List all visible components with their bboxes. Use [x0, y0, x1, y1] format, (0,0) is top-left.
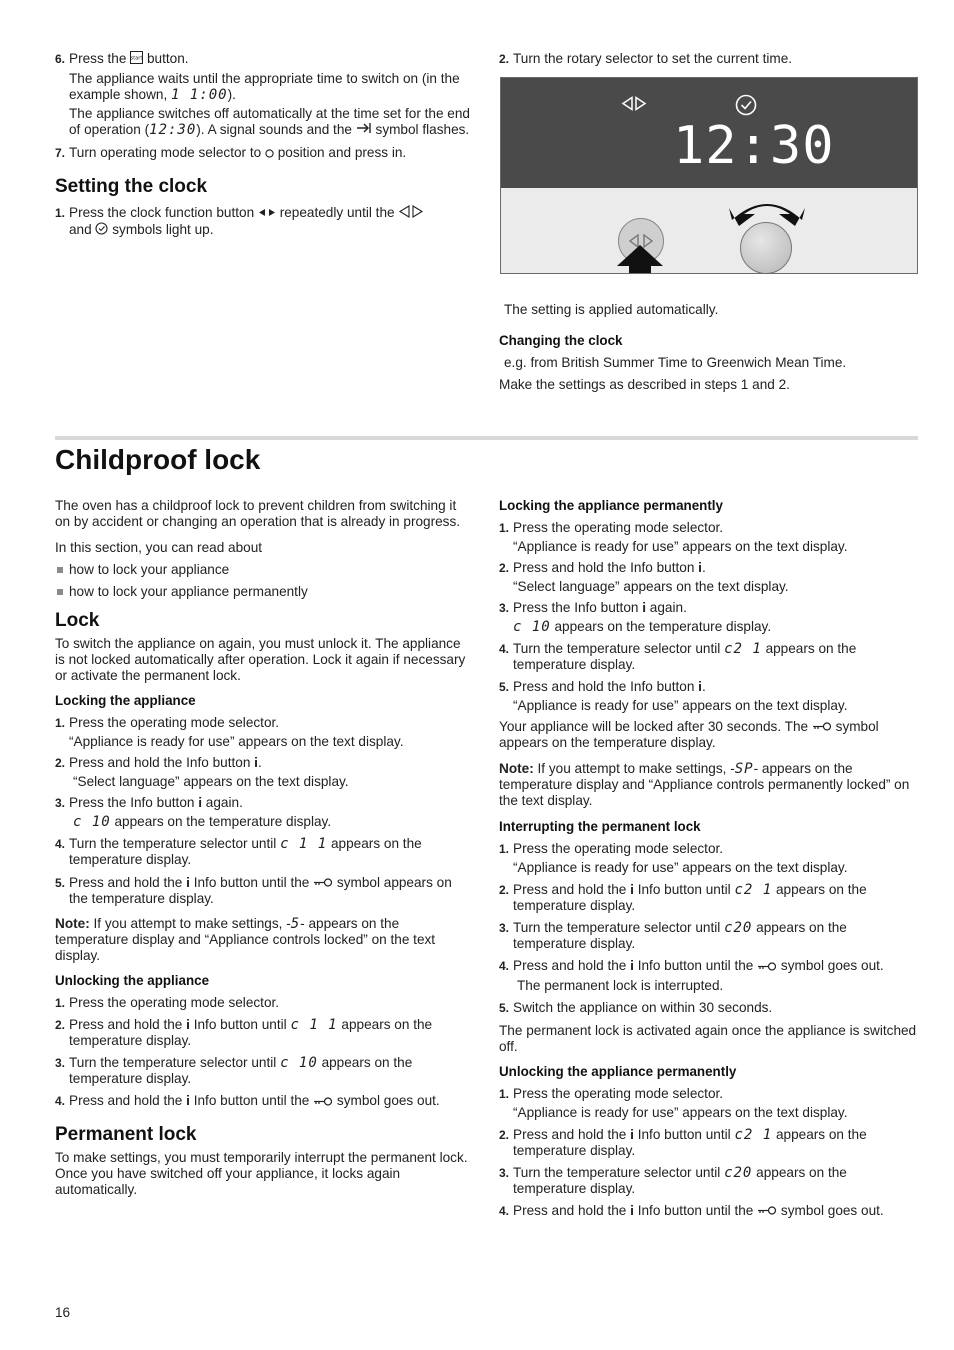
- section-divider: [55, 436, 918, 440]
- applied-text: The setting is applied automatically.: [504, 302, 719, 317]
- unlocking-step-2: 2. Press and hold the 𝐢 Info button until c 1 1 appears on the temperature display.: [55, 1017, 433, 1049]
- lock-perm-step-3: 3. Press the Info button 𝐢 again. c 10 appears on the temperature display.: [499, 600, 772, 635]
- lock-key-icon: [812, 719, 832, 735]
- locking-step-4: 4. Turn the temperature selector until c 1 1 appears on the temperature display.: [55, 836, 422, 867]
- changing-clock-heading: Changing the clock: [499, 333, 623, 348]
- lock-perm-step-4: 4. Turn the temperature selector until c2 1 appears on the temperature display.: [499, 641, 857, 672]
- permanent-lock-heading: Permanent lock: [55, 1123, 197, 1145]
- unlock-permanently-heading: Unlocking the appliance permanently: [499, 1063, 737, 1079]
- changing-clock-example: e.g. from British Summer Time to Greenwich Mean Time.: [504, 355, 847, 370]
- right-column: [499, 498, 919, 1219]
- lock-key-icon: [313, 1094, 333, 1110]
- start-button-icon: [130, 51, 143, 68]
- locking-step-5: 5. Press and hold the 𝐢 Info button until the symbol appears on the temperature display.: [55, 875, 452, 907]
- left-column: [55, 498, 473, 1198]
- unlocking-heading: Unlocking the appliance: [55, 973, 210, 989]
- step-6-paragraph-2: The appliance switches off automatically at the time set for the end of operation (12:30). A signal sounds and the symbol flashes.: [69, 106, 470, 138]
- locking-heading: Locking the appliance: [55, 693, 196, 708]
- clock-symbol-icon: [95, 222, 108, 239]
- control-panel: [501, 188, 917, 274]
- setting-clock-heading: Setting the clock: [55, 175, 208, 197]
- interrupt-step-2: 2. Press and hold the 𝐢 Info button until c2 1 appears on the temperature display.: [499, 882, 867, 914]
- locking-step-3: 3. Press the Info button 𝐢 again. c 10 appears on the temperature display.: [55, 795, 332, 830]
- lock-permanently-heading: Locking the appliance permanently: [499, 498, 723, 513]
- changing-clock-instructions: Make the settings as described in steps 1 and 2.: [499, 377, 790, 392]
- page-number: 16: [55, 1305, 71, 1320]
- note-permanent: Note: If you attempt to make settings, -SP- appears on the temperature display and “Appliance controls permanently locked” on the text display.: [499, 761, 910, 809]
- unlocking-step-1: 1. Press the operating mode selector.: [55, 995, 280, 1011]
- step-6-paragraph-1: The appliance waits until the appropriate time to switch on (in the example shown, 1 1:00).: [69, 71, 460, 103]
- seven-segment-code: c 1 1: [280, 836, 328, 852]
- lock-key-icon: [313, 875, 333, 891]
- lock-perm-step-5: 5. Press and hold the Info button 𝐢. “Appliance is ready for use” appears on the text display.: [499, 679, 848, 713]
- section-title: Childproof lock: [55, 444, 261, 475]
- display-time: 12:30: [673, 116, 835, 176]
- clock-function-button-icon: [258, 205, 276, 221]
- read-about: In this section, you can read about: [55, 540, 263, 555]
- unlocking-step-3: 3. Turn the temperature selector until c 10 appears on the temperature display.: [55, 1055, 413, 1087]
- top-right-after: [499, 302, 919, 393]
- svg-text:start: start: [130, 55, 143, 62]
- seven-segment-time: 12:30: [149, 122, 197, 138]
- top-left-column: [55, 51, 473, 239]
- end-time-arrow-icon: [356, 122, 372, 138]
- step-6: 6. Press the start button.: [55, 51, 189, 67]
- reactivated-text: The permanent lock is activated again once the appliance is switched off.: [499, 1022, 917, 1054]
- display-panel: [501, 78, 917, 188]
- step-7: 7. Turn operating mode selector to position and press in.: [55, 145, 407, 161]
- unlock-perm-step-1: 1. Press the operating mode selector. “Appliance is ready for use” appears on the text display.: [499, 1085, 848, 1120]
- interrupt-heading: Interrupting the permanent lock: [499, 819, 701, 835]
- interrupt-step-1: 1. Press the operating mode selector. “Appliance is ready for use” appears on the text display.: [499, 841, 848, 876]
- interrupt-step-5: 5. Switch the appliance on within 30 seconds.: [499, 999, 773, 1015]
- oven-display-illustration: [500, 77, 918, 274]
- unlock-perm-step-2: 2. Press and hold the 𝐢 Info button until c2 1 appears on the temperature display.: [499, 1126, 867, 1158]
- lock-key-icon: [757, 1203, 777, 1219]
- clock-step-2: 2. Turn the rotary selector to set the current time.: [499, 51, 793, 66]
- seven-segment-code: c 10: [73, 814, 111, 830]
- locking-step-1: 1. Press the operating mode selector. “Appliance is ready for use” appears on the text display.: [55, 715, 404, 749]
- note-locked: Note: If you attempt to make settings, -5- appears on the temperature display and “Appliance controls locked” on the text display.: [55, 916, 436, 964]
- unlock-perm-step-3: 3. Turn the temperature selector until c20 appears on the temperature display.: [499, 1164, 847, 1196]
- lock-paragraph: To switch the appliance on again, you must unlock it. The appliance is not locked automatically after operation. Lock it again if necessary or activate the permanent lock.: [55, 636, 466, 683]
- lock-perm-step-2: 2. Press and hold the Info button 𝐢. “Select language” appears on the text display.: [499, 560, 789, 594]
- seven-segment-time: 1 1:00: [171, 87, 228, 103]
- step-number: 6.: [55, 52, 66, 66]
- press-arrow-icon: [615, 244, 665, 274]
- lock-key-icon: [757, 959, 777, 975]
- lock-heading: Lock: [55, 610, 100, 631]
- bullet-item: how to lock your appliance permanently: [55, 584, 473, 600]
- top-right-column: [499, 51, 919, 67]
- lock-perm-step-1: 1. Press the operating mode selector. “Appliance is ready for use” appears on the text display.: [499, 520, 848, 554]
- bullet-item: how to lock your appliance: [55, 562, 473, 578]
- locking-step-2: 2. Press and hold the Info button 𝐢. “Select language” appears on the text display.: [55, 755, 349, 789]
- unlocking-step-4: 4. Press and hold the 𝐢 Info button until the symbol goes out.: [55, 1093, 440, 1109]
- rotate-arrow-icon: [727, 194, 807, 232]
- locked-after-text: Your appliance will be locked after 30 seconds. The symbol appears on the temperature display.: [499, 719, 879, 751]
- clock-step-1: 1. Press the clock function button repeatedly until the and symbols light up.: [55, 205, 473, 239]
- permanent-lock-paragraph: To make settings, you must temporarily interrupt the permanent lock. Once you have switched off your appliance, it locks again automatically.: [55, 1149, 468, 1197]
- time-symbol-icon: [398, 205, 424, 222]
- unlock-perm-step-4: 4. Press and hold the 𝐢 Info button until the symbol goes out.: [499, 1202, 884, 1218]
- time-symbol-icon: [621, 96, 647, 115]
- interrupt-step-4: 4. Press and hold the 𝐢 Info button until the symbol goes out. The permanent lock is interrupted.: [499, 958, 884, 993]
- off-position-icon: [265, 146, 274, 162]
- intro-paragraph: The oven has a childproof lock to prevent children from switching it on by accident or changing an operation that is already in progress.: [55, 498, 461, 529]
- interrupt-step-3: 3. Turn the temperature selector until c20 appears on the temperature display.: [499, 920, 847, 952]
